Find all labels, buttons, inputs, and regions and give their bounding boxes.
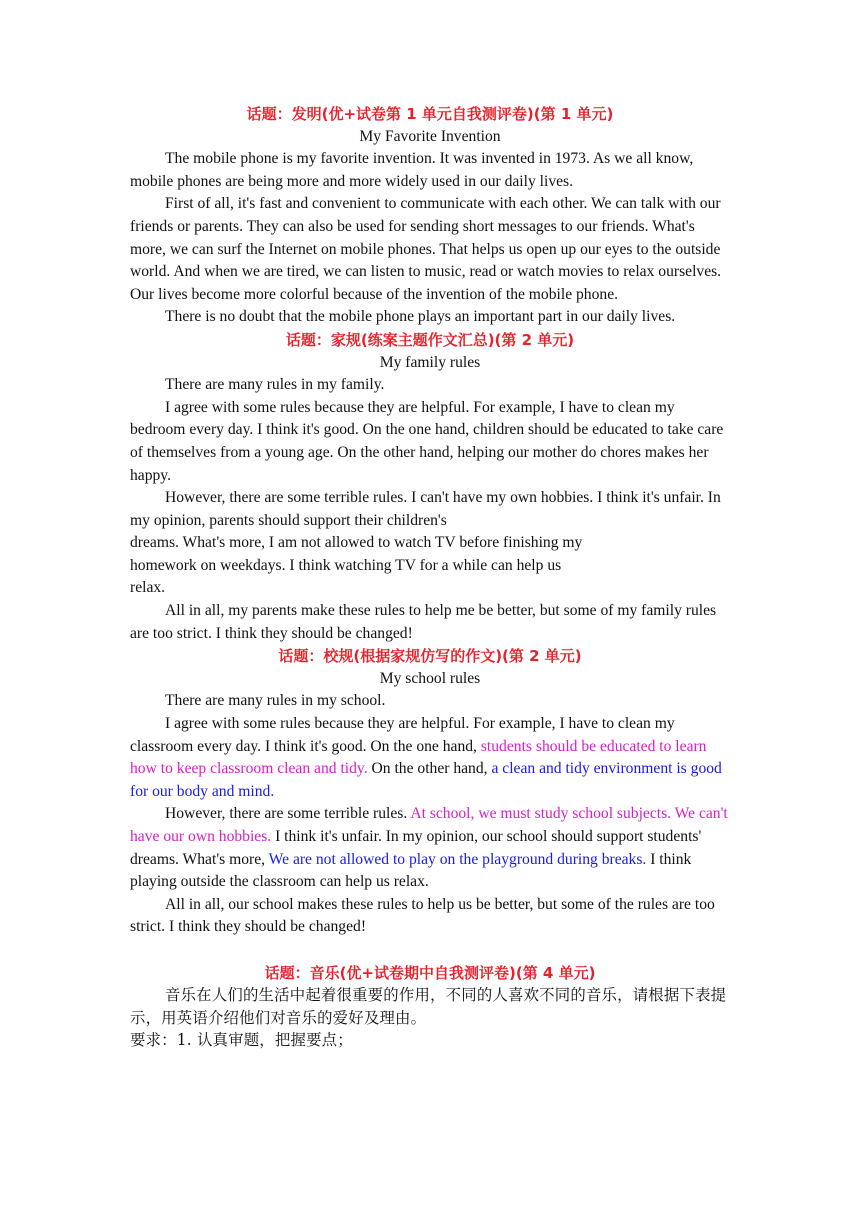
- paragraph-line: relax.: [130, 579, 166, 597]
- paragraph: First of all, it's fast and convenient to communicate with each other. We can talk with our friends or parents. They can also be used for sending short messages to our friends. What's more, we can surf the Internet on mobile phones. That helps us open up our eyes to the outside world. And when we are tired, we can listen to music, read or watch movies to relax ourselves. Our lives become more colorful because of the invention of the mobile phone.: [130, 195, 722, 303]
- highlight-blue: We are not allowed to play on the playground during breaks.: [268, 850, 647, 868]
- paragraph: [130, 803, 730, 893]
- topic-heading: 话题：家规(练案主题作文汇总)(第 2 单元): [285, 330, 575, 349]
- essay-title: My school rules: [379, 669, 481, 687]
- highlight-magenta: students should be educated to learn how to keep classroom clean and tidy.: [130, 737, 707, 778]
- text-run: I think it's unfair. In my opinion, our school should support students' dreams. What's more,: [130, 828, 702, 868]
- highlight-magenta: At school, we must study school subjects. We can't have our own hobbies.: [130, 805, 728, 845]
- paragraph-line: dreams. What's more, I am not allowed to watch TV before finishing my: [130, 534, 583, 552]
- text-run: I agree with some rules because they are helpful. For example, I have to clean my classroom every day. I think it's good. On the one hand,: [130, 715, 675, 755]
- requirement-line: 要求：1. 认真审题，把握要点；: [130, 1031, 353, 1050]
- paragraph: There are many rules in my school.: [165, 692, 386, 710]
- document-page: [130, 0, 730, 1052]
- topic-heading: 话题：音乐(优+试卷期中自我测评卷)(第 4 单元): [264, 963, 596, 982]
- paragraph: All in all, our school makes these rules to help us be better, but some of the rules are too strict. I think they should be changed!: [130, 895, 715, 936]
- paragraph: There are many rules in my family.: [165, 376, 385, 394]
- paragraph: All in all, my parents make these rules to help me be better, but some of my family rules are too strict. I think they should be changed!: [130, 602, 717, 642]
- text-run: However, there are some terrible rules.: [165, 805, 411, 823]
- paragraph: However, there are some terrible rules. I can't have my own hobbies. I think it's unfair. In my opinion, parents should support their children's: [130, 489, 721, 529]
- text-run: I think playing outside the classroom can help us relax.: [130, 850, 692, 891]
- paragraph: The mobile phone is my favorite invention. It was invented in 1973. As we all know, mobile phones are being more and more widely used in our daily lives.: [130, 150, 694, 190]
- paragraph: There is no doubt that the mobile phone plays an important part in our daily lives.: [165, 308, 676, 326]
- essay-title: My Favorite Invention: [359, 127, 501, 145]
- text-run: On the other hand,: [367, 760, 492, 778]
- blank-line: [130, 939, 730, 962]
- paragraph: [130, 713, 730, 803]
- essay-title: My family rules: [379, 353, 481, 371]
- highlight-blue: a clean and tidy environment is good for our body and mind.: [130, 760, 722, 800]
- topic-heading: 话题：发明(优+试卷第 1 单元自我测评卷)(第 1 单元): [246, 105, 614, 123]
- chinese-paragraph: 音乐在人们的生活中起着很重要的作用，不同的人喜欢不同的音乐，请根据下表提示，用英语介绍他们对音乐的爱好及理由。: [130, 986, 727, 1027]
- paragraph-line: homework on weekdays. I think watching TV for a while can help us: [130, 556, 562, 574]
- paragraph: I agree with some rules because they are helpful. For example, I have to clean my bedroom every day. I think it's good. On the one hand, children should be educated to take care of themselves from a young age. On the other hand, helping our mother do chores makes her happy.: [130, 398, 724, 484]
- topic-heading: 话题：校规(根据家规仿写的作文)(第 2 单元): [278, 647, 582, 666]
